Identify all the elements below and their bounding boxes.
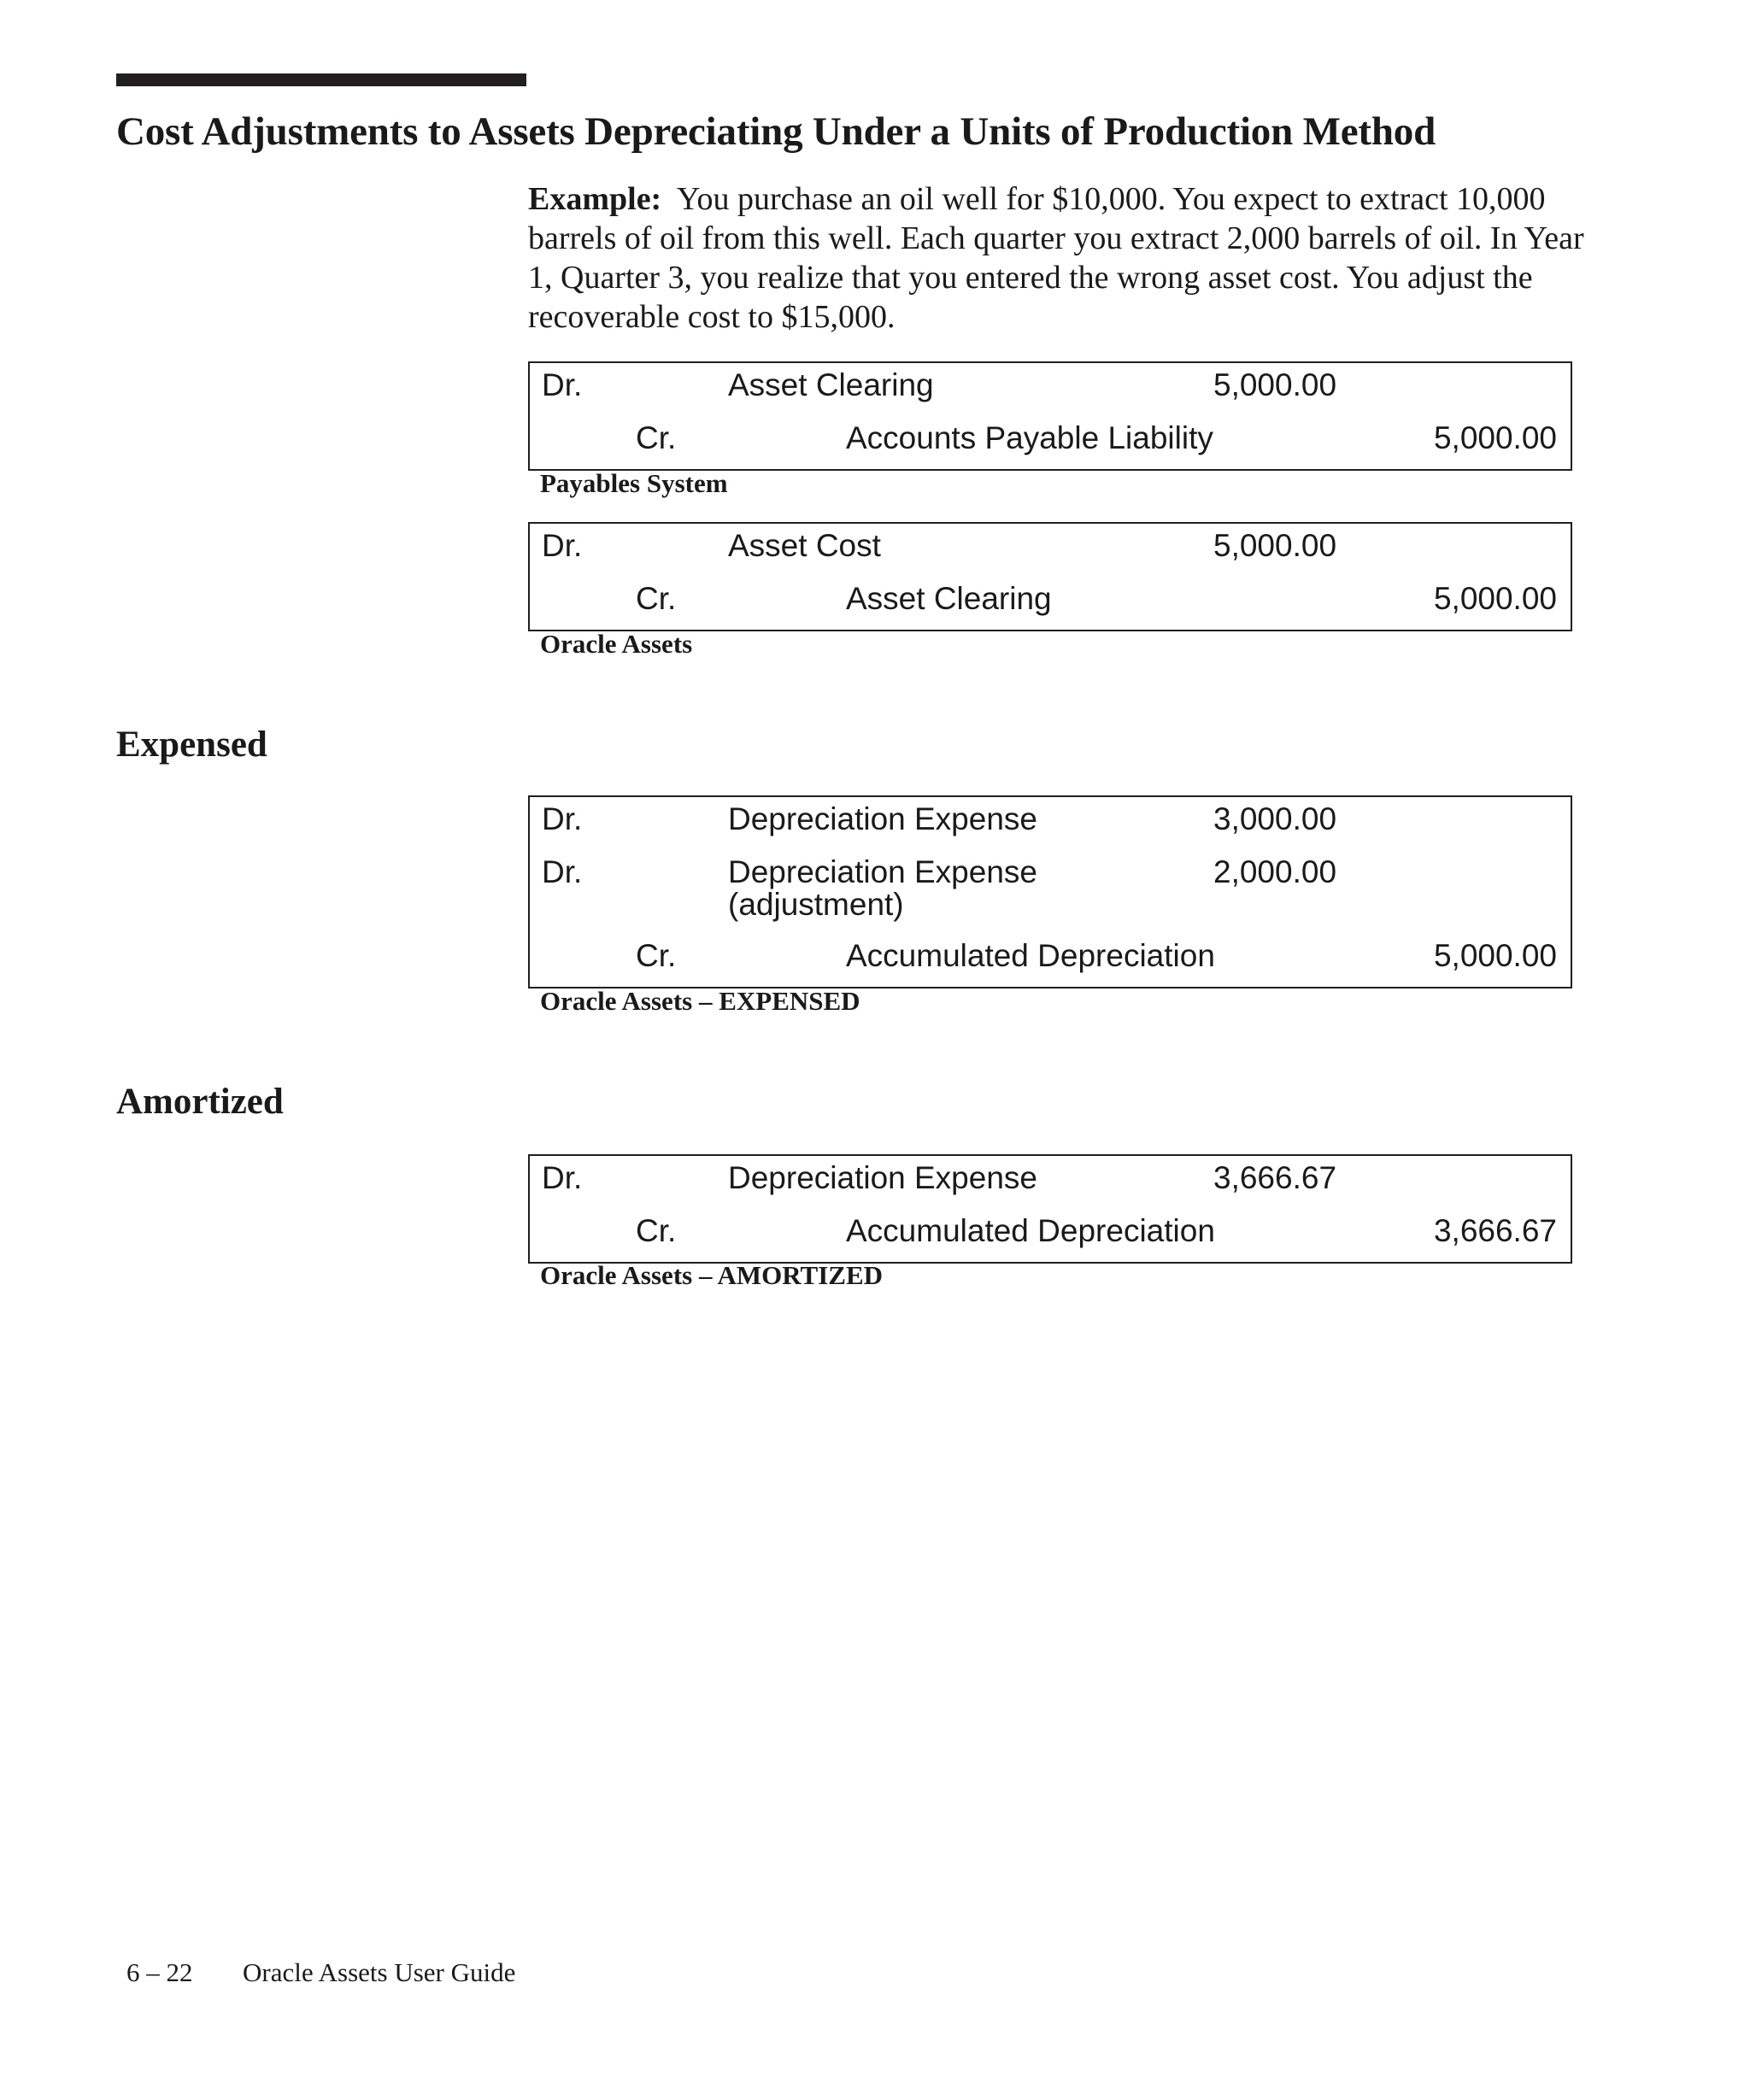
example-paragraph bbox=[528, 179, 1588, 337]
credit-amount: 5,000.00 bbox=[1433, 938, 1557, 973]
credit-label: Cr. bbox=[636, 1213, 677, 1248]
credit-amount: 3,666.67 bbox=[1433, 1213, 1557, 1248]
debit-label: Dr. bbox=[542, 854, 583, 889]
account-name: Depreciation Expense bbox=[728, 801, 1037, 836]
journal-caption-payables: Payables System bbox=[540, 468, 728, 498]
debit-label: Dr. bbox=[542, 801, 583, 836]
debit-amount: 5,000.00 bbox=[1213, 367, 1337, 402]
page-footer bbox=[126, 1956, 515, 1989]
credit-label: Cr. bbox=[636, 420, 677, 455]
account-name: Accumulated Depreciation bbox=[846, 1213, 1215, 1248]
debit-amount: 3,666.67 bbox=[1213, 1160, 1337, 1195]
account-name: Asset Clearing bbox=[846, 581, 1052, 616]
journal-entry-payables bbox=[528, 361, 1572, 471]
account-name-qualifier: (adjustment) bbox=[728, 887, 904, 922]
journal-row-debit bbox=[530, 803, 1571, 856]
journal-caption-expensed: Oracle Assets – EXPENSED bbox=[540, 986, 860, 1016]
journal-row-debit bbox=[530, 530, 1571, 583]
journal-row-credit bbox=[530, 422, 1571, 463]
account-name: Asset Cost bbox=[728, 528, 881, 563]
journal-caption-amortized: Oracle Assets – AMORTIZED bbox=[540, 1260, 884, 1290]
debit-amount: 5,000.00 bbox=[1213, 528, 1337, 563]
journal-row-debit-adjustment bbox=[530, 856, 1571, 940]
page-title: Cost Adjustments to Assets Depreciating Under a Units of Production Method bbox=[116, 109, 1436, 154]
page-number: 6 – 22 bbox=[126, 1957, 193, 1987]
credit-label: Cr. bbox=[636, 938, 677, 973]
credit-amount: 5,000.00 bbox=[1433, 420, 1557, 455]
journal-caption-assets: Oracle Assets bbox=[540, 629, 693, 659]
example-text: You purchase an oil well for $10,000. You expect to extract 10,000 barrels of oil from this well. Each quarter you extract 2,000 barrels of oil. In Year 1, Quarter 3, you realize that you entered the wrong asset cost. You adjust the recoverable cost to $15,000. bbox=[528, 181, 1584, 335]
credit-amount: 5,000.00 bbox=[1433, 581, 1557, 616]
section-heading-amortized: Amortized bbox=[116, 1082, 284, 1122]
debit-amount: 3,000.00 bbox=[1213, 801, 1337, 836]
account-name: Asset Clearing bbox=[728, 367, 934, 402]
journal-row-debit bbox=[530, 1162, 1571, 1215]
example-label: Example: bbox=[528, 181, 662, 217]
account-name: Depreciation Expense bbox=[728, 1160, 1037, 1195]
journal-entry-amortized bbox=[528, 1154, 1572, 1264]
journal-row-credit bbox=[530, 1215, 1571, 1256]
account-name: Accounts Payable Liability bbox=[846, 420, 1213, 455]
account-name: Depreciation Expense bbox=[728, 854, 1037, 889]
journal-entry-expensed bbox=[528, 795, 1572, 988]
credit-label: Cr. bbox=[636, 581, 677, 616]
journal-entry-assets bbox=[528, 522, 1572, 631]
account-name: Accumulated Depreciation bbox=[846, 938, 1215, 973]
journal-row-debit bbox=[530, 369, 1571, 422]
book-title: Oracle Assets User Guide bbox=[243, 1957, 516, 1987]
top-rule bbox=[116, 73, 526, 86]
debit-label: Dr. bbox=[542, 528, 583, 563]
debit-label: Dr. bbox=[542, 1160, 583, 1195]
debit-label: Dr. bbox=[542, 367, 583, 402]
journal-row-credit bbox=[530, 583, 1571, 624]
section-heading-expensed: Expensed bbox=[116, 724, 267, 765]
journal-row-credit bbox=[530, 940, 1571, 981]
debit-amount: 2,000.00 bbox=[1213, 854, 1337, 889]
